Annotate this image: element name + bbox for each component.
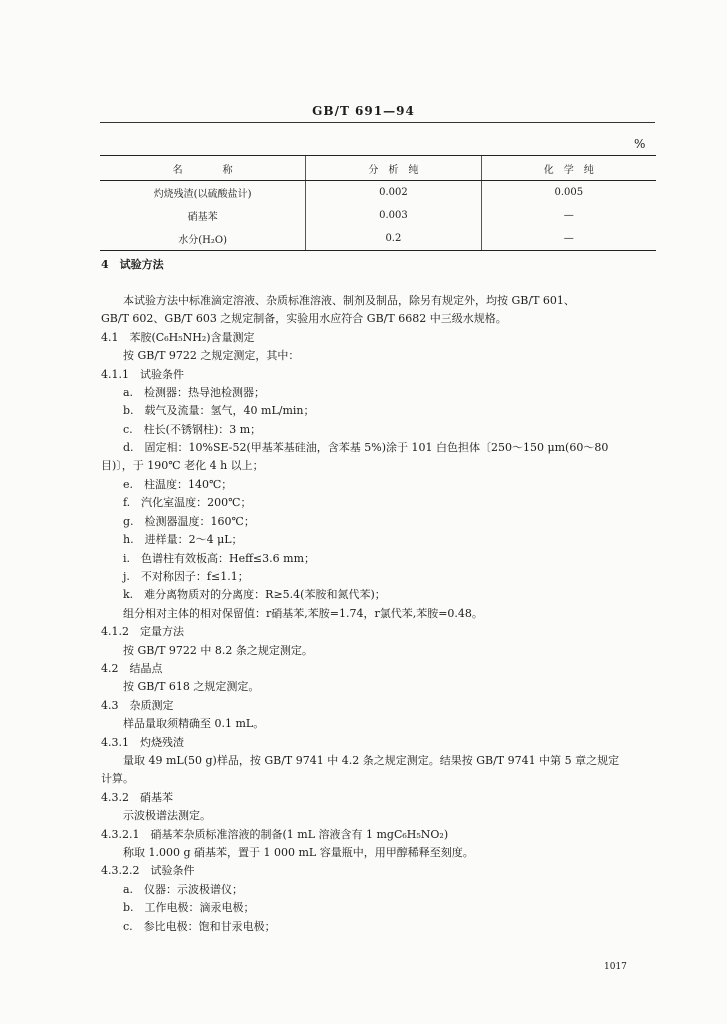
subsection-heading: 4.3 杂质测定 bbox=[101, 699, 174, 712]
paragraph-line: 计算。 bbox=[101, 772, 134, 785]
subsection-heading: 4.3.2.1 硝基苯杂质标准溶液的制备(1 mL 溶液含有 1 mgC₆H₅NO₂) bbox=[101, 828, 449, 841]
cell-name: 硝基苯 bbox=[187, 212, 218, 223]
list-item-continued: 目)〕，于 190℃ 老化 4 h 以上； bbox=[101, 459, 264, 472]
section-heading: 4 试验方法 bbox=[101, 258, 164, 271]
subsection-heading: 4.3.2 硝基苯 bbox=[101, 791, 173, 804]
table-header-row bbox=[100, 156, 656, 181]
list-item: h. 进样量：2～4 μL； bbox=[123, 533, 243, 546]
list-item: d. 固定相：10%SE-52(甲基苯基硅油，含苯基 5%)涂于 101 白色担体〔250～150 μm(60～80 bbox=[123, 441, 609, 454]
cell-cp: 0.005 bbox=[481, 181, 656, 205]
paragraph-line: 量取 49 mL(50 g)样品，按 GB/T 9741 中 4.2 条之规定测定。结果按 GB/T 9741 中第 5 章之规定 bbox=[123, 754, 620, 767]
subsection-heading: 4.3.1 灼烧残渣 bbox=[101, 736, 184, 749]
col-header-name: 名 称 bbox=[100, 156, 306, 181]
paragraph-line: 按 GB/T 618 之规定测定。 bbox=[123, 680, 260, 693]
page-number: 1017 bbox=[604, 962, 627, 972]
list-item: b. 工作电极：滴汞电极； bbox=[123, 901, 255, 914]
cell-name: 水分(H₂O) bbox=[100, 227, 306, 251]
list-item: a. 仪器：示波极谱仪； bbox=[123, 883, 244, 896]
cell-name: 灼烧残渣(以硫酸盐计) bbox=[153, 189, 252, 200]
list-item: j. 不对称因子：f≤1.1； bbox=[123, 570, 249, 583]
page-header: GB/T 691—94 bbox=[312, 104, 415, 118]
paragraph-line: 组分相对主体的相对保留值：r硝基苯,苯胺=1.74，r氯代苯,苯胺=0.48。 bbox=[123, 607, 483, 620]
table-row bbox=[100, 204, 656, 227]
cell-ar: 0.003 bbox=[306, 204, 481, 227]
list-item: c. 柱长(不锈钢柱)：3 m； bbox=[123, 423, 262, 436]
paragraph-line: 示波极谱法测定。 bbox=[123, 809, 211, 822]
paragraph-line: 称取 1.000 g 硝基苯，置于 1 000 mL 容量瓶中，用甲醇稀释至刻度。 bbox=[123, 846, 474, 859]
cell-cp: — bbox=[481, 204, 656, 227]
list-item: a. 检测器：热导池检测器； bbox=[123, 386, 266, 399]
subsection-heading: 4.3.2.2 试验条件 bbox=[101, 864, 195, 877]
subsection-heading: 4.2 结晶点 bbox=[101, 662, 163, 675]
cell-cp: — bbox=[481, 227, 656, 251]
subsection-heading: 4.1.2 定量方法 bbox=[101, 625, 184, 638]
cell-ar: 0.002 bbox=[306, 181, 481, 205]
list-item: k. 难分离物质对的分离度：R≥5.4(苯胺和氮代苯)； bbox=[123, 588, 386, 601]
paragraph-line: 样品量取须精确至 0.1 mL。 bbox=[123, 717, 265, 730]
paragraph-line: 本试验方法中标准滴定溶液、杂质标准溶液、制剂及制品，除另有规定外，均按 GB/T 601、 bbox=[123, 294, 575, 307]
list-item: c. 参比电极：饱和甘汞电极； bbox=[123, 920, 276, 933]
col-header-ar: 分 析 纯 bbox=[306, 156, 481, 181]
col-header-cp: 化 学 纯 bbox=[481, 156, 656, 181]
table-row bbox=[100, 181, 656, 205]
paragraph-line: 按 GB/T 9722 之规定测定，其中： bbox=[123, 349, 300, 362]
paragraph-line: 按 GB/T 9722 中 8.2 条之规定测定。 bbox=[123, 644, 313, 657]
paragraph-line: GB/T 602、GB/T 603 之规定制备，实验用水应符合 GB/T 6682 中三级水规格。 bbox=[101, 312, 507, 325]
list-item: i. 色谱柱有效板高：Heff≤3.6 mm； bbox=[123, 552, 315, 565]
table-row bbox=[100, 227, 656, 251]
list-item: f. 汽化室温度：200℃； bbox=[123, 496, 252, 509]
table-unit: % bbox=[634, 137, 646, 151]
spec-table bbox=[100, 155, 656, 251]
cell-ar: 0.2 bbox=[306, 227, 481, 251]
subsection-heading: 4.1.1 试验条件 bbox=[101, 368, 184, 381]
list-item: g. 检测器温度：160℃； bbox=[123, 515, 255, 528]
list-item: b. 载气及流量：氢气，40 mL/min； bbox=[123, 404, 315, 417]
header-rule bbox=[100, 122, 655, 123]
list-item: e. 柱温度：140℃； bbox=[123, 478, 233, 491]
subsection-heading: 4.1 苯胺(C₆H₅NH₂)含量测定 bbox=[101, 331, 255, 344]
